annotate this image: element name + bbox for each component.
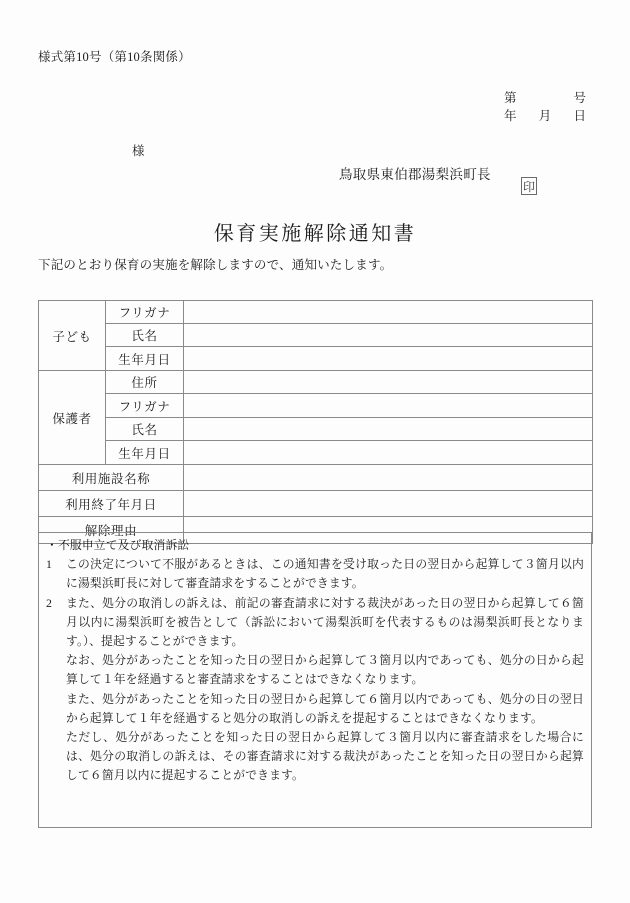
row-label-child-name: 氏名 (106, 324, 184, 347)
intro-text: 下記のとおり保育の実施を解除しますので、通知いたします。 (38, 258, 393, 272)
seal-stamp-box: 印 (521, 177, 537, 195)
appeal-notice-item-1 (46, 555, 584, 593)
appeal-notice-paragraph-2: また、処分があったことを知った日の翌日から起算して６箇月以内であっても、処分の日の翌日から起算して１年を経過すると処分の取消しの訴えを提起することはできなくなります。 (66, 691, 584, 725)
date-year-label: 年 (504, 109, 517, 123)
applicant-details-table (38, 300, 593, 544)
appeal-notice-item-1-number: 1 (46, 557, 53, 572)
row-label-cancellation-reason: 解除理由 (39, 517, 184, 544)
row-value-child-furigana[interactable] (184, 301, 593, 324)
table-row (39, 394, 593, 418)
group-label-guardian: 保護者 (39, 371, 106, 465)
issuer-name: 鳥取県東伯郡湯梨浜町長 (339, 167, 491, 182)
row-label-guardian-address: 住所 (106, 371, 184, 394)
form-number: 様式第10号（第10条関係） (38, 50, 191, 64)
table-row (39, 418, 593, 441)
appeal-notice-paragraph-3: ただし、処分があったことを知った日の翌日から起算して３箇月以内に審査請求をした場合には、処分の取消しの訴えは、その審査請求に対する裁決があったことを知った日の翌日から起算して６箇月以内に提起することができます。 (66, 730, 584, 783)
row-label-child-birthdate: 生年月日 (106, 347, 184, 371)
table-row (39, 441, 593, 465)
appeal-notice-heading: ・不服申立て及び取消訴訟 (46, 538, 190, 552)
row-value-guardian-birthdate[interactable] (184, 441, 593, 465)
row-value-end-date[interactable] (184, 491, 593, 517)
document-number-prefix: 第 (504, 91, 517, 105)
group-label-child: 子ども (39, 301, 106, 371)
row-label-end-date: 利用終了年月日 (39, 491, 184, 517)
row-value-facility-name[interactable] (184, 465, 593, 491)
appeal-notice-item-1-text: この決定について不服があるときは、この通知書を受け取った日の翌日から起算して３箇月以内に湯梨浜町長に対して審査請求をすることができます。 (66, 557, 584, 591)
document-number-line (504, 88, 586, 106)
table-row (39, 371, 593, 394)
appeal-notice-item-2 (46, 594, 584, 652)
table-row (39, 324, 593, 347)
table-row (39, 347, 593, 371)
row-label-facility-name: 利用施設名称 (39, 465, 184, 491)
date-day-label: 日 (573, 109, 586, 123)
date-line (504, 106, 586, 124)
table-row (39, 491, 593, 517)
row-label-child-furigana: フリガナ (106, 301, 184, 324)
appeal-notice-item-2-number: 2 (46, 595, 53, 610)
row-label-guardian-birthdate: 生年月日 (106, 441, 184, 465)
table-row (39, 465, 593, 491)
row-value-guardian-address[interactable] (184, 371, 593, 394)
appeal-notice-box (38, 532, 592, 828)
date-month-label: 月 (538, 109, 552, 123)
appeal-notice-item-2-text: また、処分の取消しの訴えは、前記の審査請求に対する裁決があった日の翌日から起算して６箇月以内に湯梨浜町を被告として（訴訟において湯梨浜町を代表するものは湯梨浜町長となります。）、提起することができます。 (66, 595, 584, 649)
appeal-notice-paragraph-1: なお、処分があったことを知った日の翌日から起算して３箇月以内であっても、処分の日から起算して１年を経過すると審査請求をすることはできなくなります。 (66, 653, 584, 687)
table-row (39, 301, 593, 324)
row-value-guardian-name[interactable] (184, 418, 593, 441)
row-label-guardian-furigana: フリガナ (106, 394, 184, 418)
document-number-unit: 号 (573, 91, 586, 105)
row-value-guardian-furigana[interactable] (184, 394, 593, 418)
addressee-honorific: 様 (132, 144, 145, 158)
row-label-guardian-name: 氏名 (106, 418, 184, 441)
row-value-child-birthdate[interactable] (184, 347, 593, 371)
page-title: 保育実施解除通知書 (213, 223, 417, 245)
row-value-child-name[interactable] (184, 324, 593, 347)
